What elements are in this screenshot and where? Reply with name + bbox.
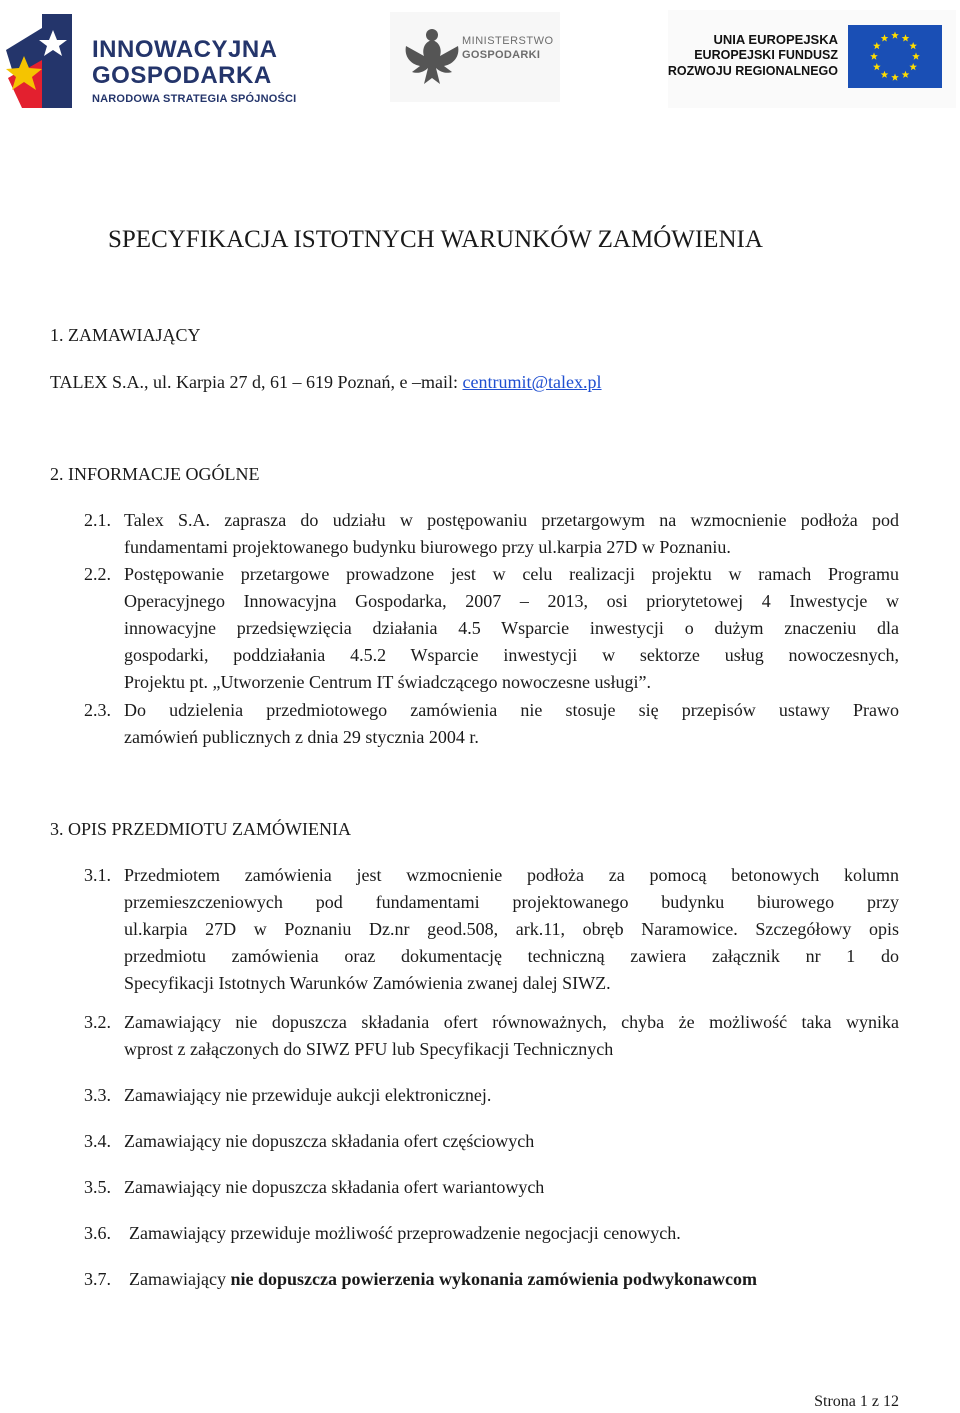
logo-text-ministerstwo: MINISTERSTWO <box>462 35 554 47</box>
star-emblem-icon <box>4 10 88 110</box>
document-title: SPECYFIKACJA ISTOTNYCH WARUNKÓW ZAMÓWIENIA <box>108 226 763 253</box>
item-number-3-6: 3.6. <box>84 1223 111 1243</box>
paragraph-3-3: Zamawiający nie przewiduje aukcji elektronicznej. <box>124 1085 492 1105</box>
paragraph-2-2 <box>124 561 899 696</box>
paragraph-3-6: Zamawiający przewiduje możliwość przeprowadzenie negocjacji cenowych. <box>129 1223 681 1243</box>
logo-text-innowacyjna: INNOWACYJNA <box>92 36 278 63</box>
paragraph-3-7 <box>129 1266 757 1293</box>
paragraph-line: wprost z załączonych do SIWZ PFU lub Specyfikacji Technicznych <box>124 1039 614 1059</box>
logo-text-rozwoju: ROZWOJU REGIONALNEGO <box>667 64 838 78</box>
eu-flag-icon <box>848 25 942 88</box>
eagle-emblem-icon <box>402 26 462 90</box>
page-number: Strona 1 z 12 <box>814 1393 899 1410</box>
paragraph-3-5: Zamawiający nie dopuszcza składania ofert wariantowych <box>124 1177 545 1197</box>
paragraph-line: Operacyjnego Innowacyjna Gospodarka, 2007 – 2013, osi priorytetowej 4 Inwestycje w <box>124 591 899 611</box>
paragraph-line: przedmiotu zamówienia oraz dokumentację techniczną zawiera załącznik nr 1 do <box>124 946 899 966</box>
item-number-2-2: 2.2. <box>84 564 111 584</box>
paragraph-3-4: Zamawiający nie dopuszcza składania ofert częściowych <box>124 1131 535 1151</box>
paragraph-3-2 <box>124 1009 899 1063</box>
paragraph-line: Specyfikacji Istotnych Warunków Zamówienia zwanej dalej SIWZ. <box>124 973 611 993</box>
logo-text-gospodarka: GOSPODARKA <box>92 62 272 89</box>
item-number-3-1: 3.1. <box>84 865 111 885</box>
section-1-heading: 1. ZAMAWIAJĄCY <box>50 325 201 345</box>
logo-text-gospodarki: GOSPODARKI <box>462 49 541 61</box>
paragraph-line: Do udzielenia przedmiotowego zamówienia nie stosuje się przepisów ustawy Prawo <box>124 700 899 720</box>
item-number-3-3: 3.3. <box>84 1085 111 1105</box>
paragraph-line: zamówień publicznych z dnia 29 stycznia 2004 r. <box>124 727 479 747</box>
paragraph-line: gospodarki, poddziałania 4.5.2 Wsparcie inwestycji w sektorze usług nowoczesnych, <box>124 645 899 665</box>
paragraph-line: Przedmiotem zamówienia jest wzmocnienie podłoża za pomocą betonowych kolumn <box>124 865 899 885</box>
paragraph-2-1 <box>124 507 899 561</box>
contractor-address <box>50 369 602 396</box>
item-number-3-4: 3.4. <box>84 1131 111 1151</box>
paragraph-text-plain: Zamawiający <box>129 1269 231 1289</box>
logo-text-unia: UNIA EUROPEJSKA <box>713 32 838 47</box>
item-number-3-7: 3.7. <box>84 1269 111 1289</box>
logo-text-strategia: NARODOWA STRATEGIA SPÓJNOŚCI <box>92 93 297 105</box>
paragraph-line: Talex S.A. zaprasza do udziału w postępowaniu przetargowym na wzmocnienie podłoża pod <box>124 510 899 530</box>
paragraph-line: innowacyjne przedsięwzięcia działania 4.5 Wsparcie inwestycji o dużym znaczeniu dla <box>124 618 899 638</box>
item-number-2-3: 2.3. <box>84 700 111 720</box>
ministerstwo-gospodarki-logo <box>390 12 560 102</box>
section-3-heading: 3. OPIS PRZEDMIOTU ZAMÓWIENIA <box>50 819 351 839</box>
address-text: TALEX S.A., ul. Karpia 27 d, 61 – 619 Poznań, e –mail: <box>50 372 463 392</box>
email-link[interactable]: centrumit@talex.pl <box>462 372 602 392</box>
item-number-3-2: 3.2. <box>84 1012 111 1032</box>
paragraph-line: Zamawiający nie dopuszcza składania ofert równoważnych, chyba że możliwość taka wynika <box>124 1012 899 1032</box>
paragraph-line: przemieszczeniowych pod fundamentami projektowanego budynku biurowego przy <box>124 892 899 912</box>
paragraph-line: fundamentami projektowanego budynku biurowego przy ul.karpia 27D w Poznaniu. <box>124 537 731 557</box>
logo-text-fundusz: EUROPEJSKI FUNDUSZ <box>694 48 838 62</box>
paragraph-line: ul.karpia 27D w Poznaniu Dz.nr geod.508, ark.11, obręb Naramowice. Szczegółowy opis <box>124 919 899 939</box>
item-number-3-5: 3.5. <box>84 1177 111 1197</box>
paragraph-3-1 <box>124 862 899 997</box>
eu-fund-logo <box>668 10 956 108</box>
item-number-2-1: 2.1. <box>84 510 111 530</box>
paragraph-line: Postępowanie przetargowe prowadzone jest w celu realizacji projektu w ramach Programu <box>124 564 899 584</box>
paragraph-line: Projektu pt. „Utworzenie Centrum IT świadczącego nowoczesne usługi”. <box>124 672 652 692</box>
innowacyjna-gospodarka-logo <box>4 10 310 110</box>
paragraph-text-bold: nie dopuszcza powierzenia wykonania zamówienia podwykonawcom <box>230 1269 757 1289</box>
paragraph-2-3 <box>124 697 899 751</box>
section-2-heading: 2. INFORMACJE OGÓLNE <box>50 464 260 484</box>
